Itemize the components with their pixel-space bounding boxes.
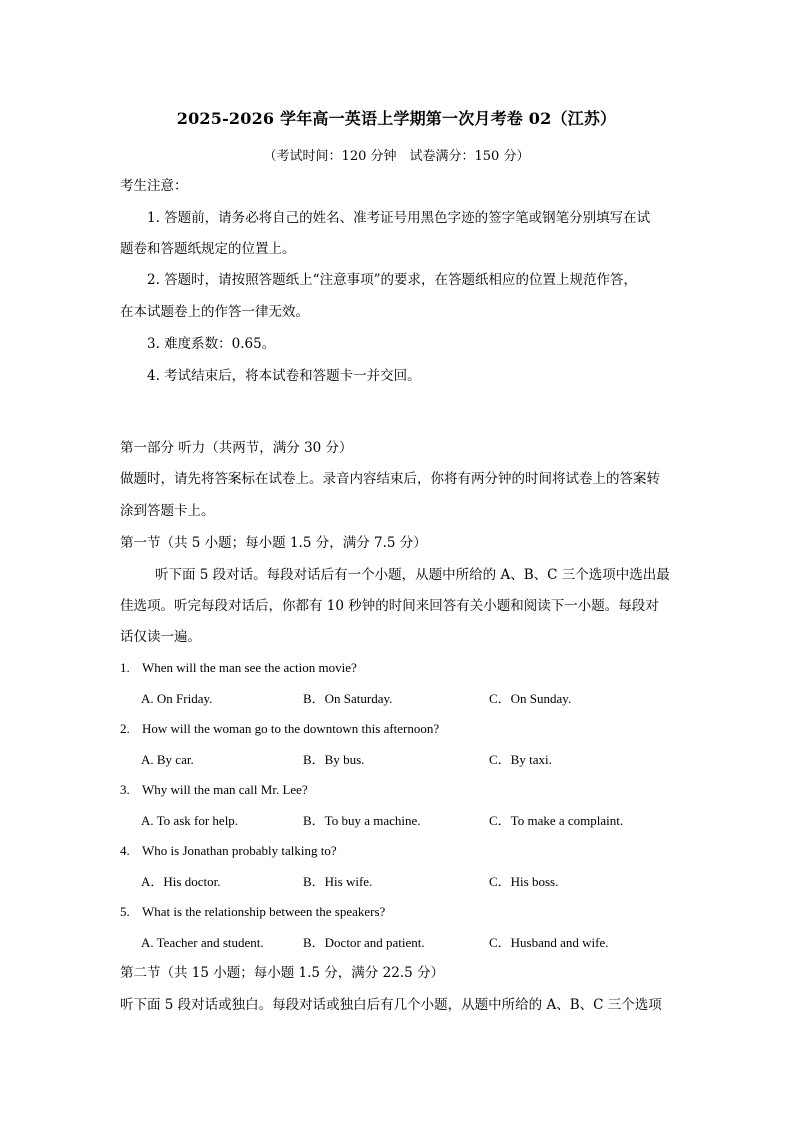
notice-item-1-line-2: 题卷和答题纸规定的位置上。 — [120, 241, 296, 257]
notice-item-2-line-1: 2. 答题时，请按照答题纸上“注意事项”的要求，在答题纸相应的位置上规范作答， — [147, 272, 637, 288]
question-2-option-a: A. By car. — [141, 752, 194, 767]
question-4-option-c: C．His boss. — [489, 874, 559, 889]
question-2-option-c: C．By taxi. — [489, 752, 552, 767]
question-3-option-c: C．To make a complaint. — [489, 813, 624, 828]
section1-instruction-line-2: 佳选项。听完每段对话后，你都有 10 秒钟的时间来回答有关小题和阅读下一小题。每段对 — [120, 598, 659, 614]
section2-heading: 第二节（共 15 小题；每小题 1.5 分，满分 22.5 分） — [120, 965, 444, 981]
question-2-option-b: B．By bus. — [303, 752, 365, 767]
exam-title: 2025-2026 学年高一英语上学期第一次月考卷 02（江苏） — [176, 109, 617, 128]
notice-item-1-line-1: 1. 答题前，请务必将自己的姓名、准考证号用黑色字迹的签字笔或钢笔分别填写在试 — [147, 210, 651, 226]
question-text: How will the woman go to the downtown this afternoon? — [142, 721, 440, 736]
notice-item-3: 3. 难度系数：0.65。 — [147, 336, 276, 352]
section1-instruction-line-1: 听下面 5 段对话。每段对话后有一个小题，从题中所给的 A、B、C 三个选项中选出最 — [155, 567, 670, 583]
question-4-option-b: B．His wife. — [303, 874, 373, 889]
question-text: What is the relationship between the speakers? — [142, 904, 386, 919]
question-4 — [120, 842, 337, 860]
part1-heading: 第一部分 听力（共两节，满分 30 分） — [120, 440, 353, 456]
question-number: 5. — [120, 904, 130, 919]
notice-item-4: 4. 考试结束后，将本试卷和答题卡一并交回。 — [147, 368, 421, 384]
question-1-option-a: A. On Friday. — [141, 691, 213, 706]
question-3 — [120, 781, 308, 799]
question-1-option-b: B．On Saturday. — [303, 691, 393, 706]
question-5-option-c: C．Husband and wife. — [489, 935, 609, 950]
question-number: 3. — [120, 782, 130, 797]
question-5-option-a: A. Teacher and student. — [141, 935, 264, 950]
question-1 — [120, 659, 357, 677]
question-1-option-c: C．On Sunday. — [489, 691, 572, 706]
question-5 — [120, 903, 385, 921]
question-number: 4. — [120, 843, 130, 858]
notice-heading: 考生注意： — [120, 178, 188, 194]
part1-instruction-line-1: 做题时，请先将答案标在试卷上。录音内容结束后，你将有两分钟的时间将试卷上的答案转 — [120, 471, 660, 487]
section1-instruction-line-3: 话仅读一遍。 — [120, 629, 201, 645]
exam-subtitle: （考试时间：120 分钟 试卷满分：150 分） — [263, 149, 530, 164]
question-text: Who is Jonathan probably talking to? — [142, 843, 337, 858]
question-4-option-a: A．His doctor. — [141, 874, 221, 889]
notice-item-2-line-2: 在本试题卷上的作答一律无效。 — [120, 304, 309, 320]
part1-instruction-line-2: 涂到答题卡上。 — [120, 503, 215, 519]
question-2 — [120, 720, 439, 738]
question-number: 1. — [120, 660, 130, 675]
question-3-option-b: B．To buy a machine. — [303, 813, 421, 828]
question-3-option-a: A. To ask for help. — [141, 813, 239, 828]
question-text: When will the man see the action movie? — [142, 660, 357, 675]
question-5-option-b: B．Doctor and patient. — [303, 935, 425, 950]
question-text: Why will the man call Mr. Lee? — [142, 782, 308, 797]
section2-instruction-line-1: 听下面 5 段对话或独白。每段对话或独白后有几个小题，从题中所给的 A、B、C 三个选项 — [120, 997, 662, 1013]
section1-heading: 第一节（共 5 小题；每小题 1.5 分，满分 7.5 分） — [120, 535, 427, 551]
question-number: 2. — [120, 721, 130, 736]
